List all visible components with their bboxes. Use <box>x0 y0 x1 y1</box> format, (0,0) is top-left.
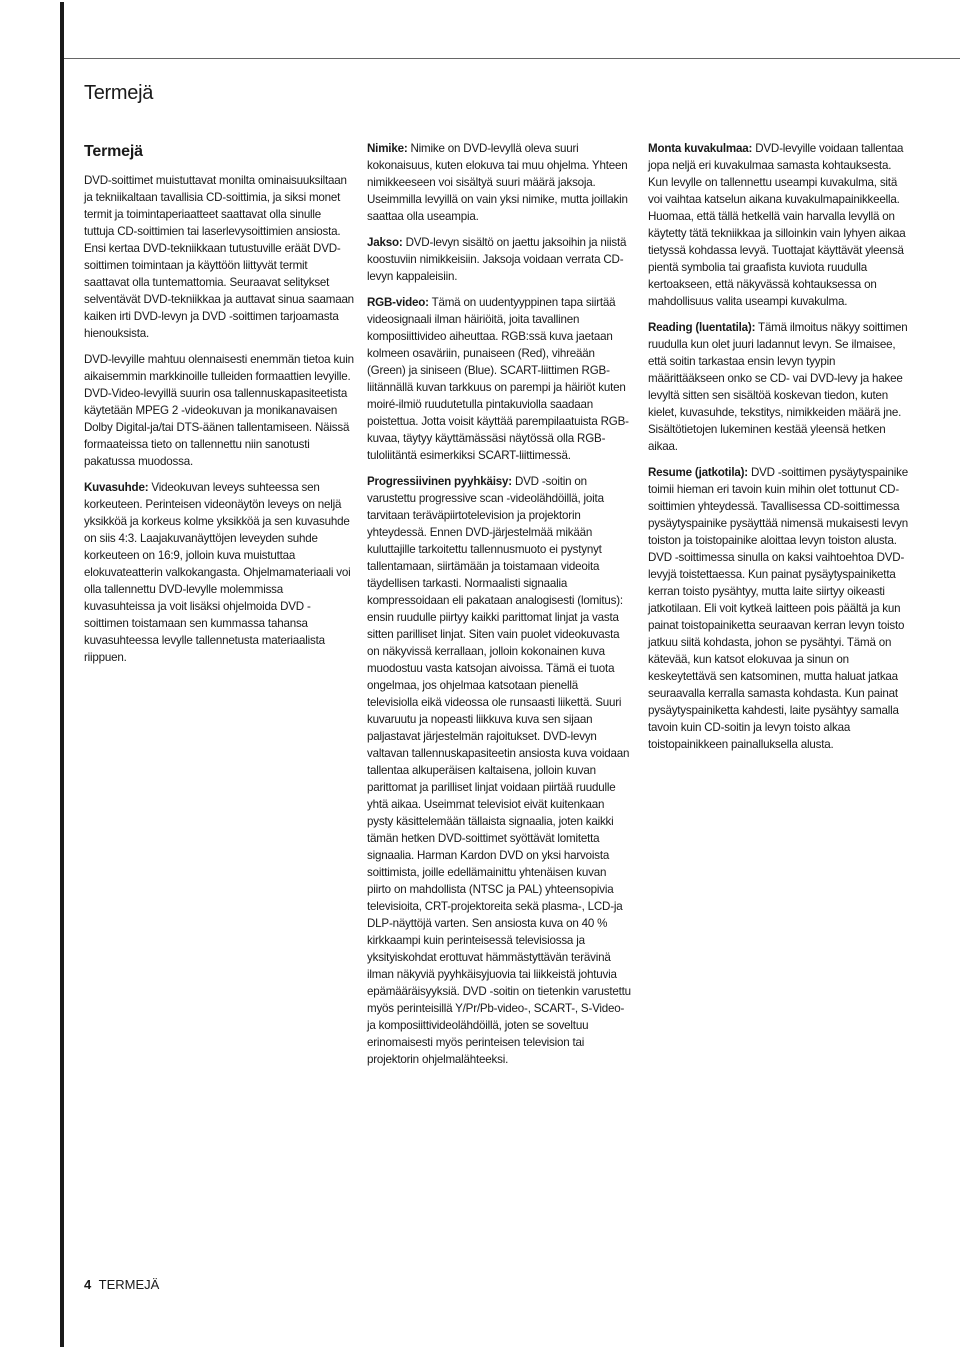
term-label: RGB-video: <box>367 296 429 309</box>
term-definition: Tämä ilmoitus näkyy soittimen ruudulla kun olet juuri ladannut levyn. Se ilmaisee, että soitin tarkastaa ensin levyn tyypin määrittääkseen onko se CD- vai DVD-levy ja hakee levyltä sitten sen sisältöä koskevan tiedon, kuten kielet, kuvasuhde, tekstitys, nimikkeiden määrä jne. Sisältötietojen lukeminen kestää yleensä hetken aikaa. <box>648 321 908 453</box>
intro-paragraph: DVD-soittimet muistuttavat monilta ominaisuuksiltaan ja tekniikaltaan tavallisia CD-soittimia, ja siksi monet termit ja toimintaperiaatteet saattavat olla sinulle tuttuja CD-soittimien tai laserlevysoittimien ansiosta. Ensi kertaa DVD-tekniikkaan tutustuville eräät DVD-soittimen toimintaan ja käyttöön liittyvät termit saattavat olla tuntemattomia. Seuraavat selitykset selventävät DVD-tekniikkaa ja auttavat sinua saamaan kaiken irti DVD-levyn ja DVD -soittimen tarjoamasta hienouksista. <box>84 174 354 340</box>
term-label: Kuvasuhde: <box>84 481 149 494</box>
term-definition: DVD-levyn sisältö on jaettu jaksoihin ja niistä koostuviin nimikkeisiin. Jaksoja voidaan verrata CD-levyn kappaleisiin. <box>367 236 627 283</box>
term-monta-kuvakulmaa <box>648 140 914 310</box>
term-kuvasuhde <box>84 479 354 666</box>
page-number: 4 <box>84 1277 92 1292</box>
page-title: Termejä <box>84 82 154 104</box>
section-heading: Termejä <box>84 143 143 160</box>
term-progressiivinen-pyyhkaisy <box>367 473 631 1068</box>
term-definition: Videokuvan leveys suhteessa sen korkeuteen. Perinteisen videonäytön leveys on neljä yksikköä ja korkeus kolme yksikköä ja sen kuvasuhde on siis 4:3. Laajakuvanäyttöjen leveyden suhde korkeuteen on 16:9, jolloin kuva muistuttaa elokuvateatterin valkokangasta. Ohjelmamateriaali voi olla tallennettu DVD-levylle molemmissa kuvasuhteissa ja voit lisäksi ohjelmoida DVD -soittimen toistamaan sen kummassa tahansa kuvasuhteessa levylle tallennetusta materiaalista riippuen. <box>84 481 351 664</box>
page-footer <box>84 1277 159 1292</box>
term-label: Reading (luentatila): <box>648 321 756 334</box>
column-2 <box>367 140 631 1077</box>
term-nimike <box>367 140 631 225</box>
left-margin-bar <box>60 2 64 1347</box>
dvd-capacity-paragraph: DVD-levyille mahtuu olennaisesti enemmän tietoa kuin aikaisemmin markkinoille tulleiden formaattien levyille. DVD-Video-levyillä suurin osa tallennuskapasiteetista käytetään MPEG 2 -videokuvan ja monikanavaisen Dolby Digital-ja/tai DTS-äänen tallentamiseen. Näissä formaateissa tieto on tallennettu niin sanotusti pakatussa muodossa. <box>84 353 354 468</box>
term-label: Progressiivinen pyyhkäisy: <box>367 475 512 488</box>
term-resume <box>648 464 914 753</box>
term-label: Jakso: <box>367 236 403 249</box>
column-3 <box>648 140 914 762</box>
header-rule <box>64 58 960 59</box>
term-label: Nimike: <box>367 142 408 155</box>
column-1 <box>84 140 354 675</box>
term-definition: DVD -soittimen pysäytyspainike toimii hieman eri tavoin kuin mihin olet tottunut CD-soittimien yhteydessä. Tavallisessa CD-soittimessa pysäytyspainike pysäyttää nimensä mukaisesti levyn toiston ja toistopainike aloittaa levyn toiston alusta. DVD -soittimessa sinulla on kaksi vaihtoehtoa DVD-levyjä toistettaessa. Kun painat pysäytyspainiketta kerran toisto pysähtyy, mutta laite siirtyy oikeasti jatkotilaan. Eli voit kytkeä laitteen pois päältä ja kun painat toistopainiketta seuraavan kerran levyn toisto jatkuu siitä kohdasta, johon se pysähtyi. Tämä on kätevää, kun katsot elokuvaa ja sinun on keskeytettävä sen katsominen, mutta haluat jatkaa seuraavalla kerralla samasta kohdasta. Kun painat pysäytyspainiketta kahdesti, laite pysähtyy samalla tavoin kuin CD-soitin ja levyn toisto alkaa toistopainikkeen painalluksella alusta. <box>648 466 909 751</box>
term-label: Resume (jatkotila): <box>648 466 748 479</box>
term-definition: Tämä on uudentyyppinen tapa siirtää videosignaali ilman häiriöitä, joita tavallinen komposiittivideo aiheuttaa. RGB:ssä kuva jaetaan kolmeen osaväriin, punaiseen (Red), vihreään (Green) ja siniseen (Blue). SCART-liittimen RGB-liitännällä kuvan tarkkuus on parempi ja häiriöt kuten moiré-ilmiö ruudutetulla pintakuviolla saadaan poistettua. Jotta voisit käyttää parempilaatuista RGB-kuvaa, täytyy käyttämässäsi näytössä olla RGB-tuloliitäntä esimerkiksi SCART-liittimessä. <box>367 296 629 462</box>
term-rgb-video <box>367 294 631 464</box>
footer-section-label: TERMEJÄ <box>98 1277 160 1292</box>
term-definition: DVD-levyille voidaan tallentaa jopa neljä eri kuvakulmaa samasta kohtauksesta. Kun levylle on tallennettu useampi kuvakulma, sitä voi vaihtaa katselun aikana kuvakulmapainikkeella. Huomaa, että tällä hetkellä vain harvalla levyllä on käytetty tätä tekniikkaa ja silloinkin vain lyhyen aikaa tietyssä kohdassa levyä. Tuottajat käyttävät yleensä pientä symbolia tai graafista kuviota ruudulla kertoakseen, että näkyvässä kohtauksessa on mahdollisuus valita useampi kuvakulma. <box>648 142 906 308</box>
term-jakso <box>367 234 631 285</box>
term-reading <box>648 319 914 455</box>
term-label: Monta kuvakulmaa: <box>648 142 753 155</box>
term-definition: Nimike on DVD-levyllä oleva suuri kokonaisuus, kuten elokuva tai muu ohjelma. Yhteen nimikkeeseen voi sisältyä suuri määrä jaksoja. Useimmilla levyillä on vain yksi nimike, mutta joillakin saattaa olla useampia. <box>367 142 628 223</box>
term-definition: DVD -soitin on varustettu progressive scan -videolähdöillä, joita tarvitaan teräväpiirtotelevision ja projektorin yhteydessä. Ennen DVD-järjestelmää mikään kuluttajille tarkoitettu tallennusmuoto ei pystynyt tallentamaan, siirtämään ja toistamaan videoita täydellisen tarkasti. Normaalisti signaalia kompressoidaan eli pakataan analogisesti (lomitus): ensin ruudulle piirtyy kaikki parittomat linjat ja vasta sitten parilliset linjat. Siten vain puolet videokuvasta on näkyvissä kerrallaan, jolloin kokonainen kuva muodostuu vasta katsojan aivoissa. Tämä ei tuota ongelmaa, jos ohjelmaa katsotaan pienellä televisiolla eikä videossa ole runsaasti liikettä. Suuri kuvaruutu ja nopeasti liikkuva kuva sen sijaan paljastavat järjestelmän rajoitukset. DVD-levyn valtavan tallennuskapasiteetin ansiosta kuva voidaan tallentaa alkuperäisen kaltaisena, jolloin kuvan parittomat ja parilliset linjat voidaan piirtää ruudulle yhtä aikaa. Useimmat televisiot eivät kuitenkaan pysty käsittelemään tällaista signaalia, joten kaikki tämän hetken DVD-soittimet syöttävät lomitetta signaalia. Harman Kardon DVD on yksi harvoista soittimista, joille edellämainittu yhtenäisen kuvan piirto on mahdollista (NTSC ja PAL) yhteensopivia televisioita, CRT-projektoreita sekä plasma-, LCD-ja DLP-näyttöjä varten. Sen ansiosta kuva on 40 % kirkkaampi kuin perinteisessä televisiossa ja yksityiskohdat erottuvat hämmästyttävän terävinä ilman näkyviä pyyhkäisyjuovia tai liikkeistä johtuvia epämääräisyyksiä. DVD -soitin on tietenkin varustettu myös perinteisillä Y/Pr/Pb-video-, SCART-, S-Video- ja komposiittivideolähdöillä, joten se soveltuu erinomaisesti myös perinteisen television tai projektorin ohjelmalähteeksi. <box>367 475 631 1066</box>
